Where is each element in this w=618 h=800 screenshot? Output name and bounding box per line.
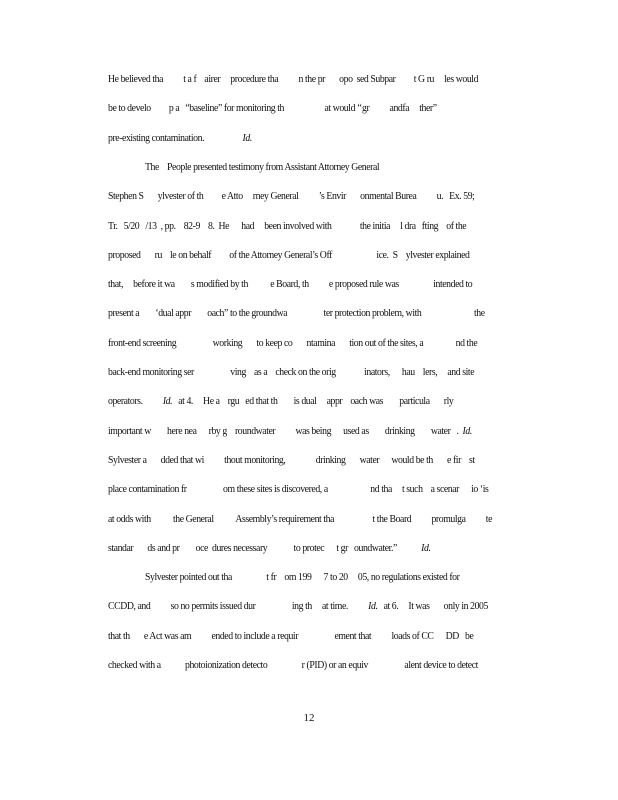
- text-line: [108, 396, 453, 408]
- line-text: at odds with the General Assembly’s requirement tha t the Board promulga te: [108, 513, 492, 525]
- line-text-continued: at 6. It was only in 2005: [377, 601, 488, 613]
- page-number: 12: [303, 712, 315, 724]
- text-line: [145, 572, 459, 584]
- text-line: [108, 426, 472, 438]
- line-text: The People presented testimony from Assistant Attorney General: [145, 161, 380, 173]
- line-text-continued: at 4. He a rgu ed that th is dual appr oach was particula rly: [172, 396, 454, 408]
- text-line: [108, 660, 478, 672]
- line-text: Sylvester a dded that wi thout monitoring, drinking water would be th e fir st: [108, 454, 475, 466]
- text-line: [108, 484, 488, 496]
- line-text: CCDD, and so no permits issued dur ing th at time.: [108, 601, 369, 613]
- line-text: Stephen S ylvester of th e Atto rney General ’s Envir onmental Burea u. Ex. 59;: [108, 191, 475, 203]
- line-text: Sylvester pointed out tha t fr om 199 7 to 20 05, no regulations existed for: [145, 572, 460, 584]
- text-line: [108, 250, 470, 262]
- text-line: [108, 631, 473, 643]
- line-text: that, before it wa s modified by th e Board, th e proposed rule was intended to: [108, 279, 473, 291]
- text-line: [108, 543, 430, 555]
- line-text: checked with a photoionization detecto r (PID) or an equiv alent device to detect: [108, 660, 478, 671]
- text-line: [108, 103, 437, 115]
- line-text: important w here nea rby g roundwater was being used as drinking water .: [108, 425, 463, 437]
- line-text: back-end monitoring ser ving as a check on the orig inators, hau lers, and site: [108, 367, 475, 378]
- text-line: [108, 74, 478, 86]
- citation: Id.: [162, 396, 173, 408]
- text-line: [108, 308, 485, 320]
- line-text: proposed ru le on behalf of the Attorney General’s Off ice. S ylvester explained: [108, 249, 470, 261]
- citation: Id.: [462, 425, 472, 437]
- line-text: He believed tha t a f airer procedure tha n the pr opo sed Subpar t G ru les would: [108, 74, 479, 85]
- text-line: [108, 514, 492, 526]
- text-line: [108, 279, 472, 291]
- line-text: that th e Act was am ended to include a requir ement that loads of CC DD be: [108, 630, 474, 642]
- line-text: Tr. 5/20 /13 , pp. 82-9 8. He had been involved with the initia l dra fting of the: [108, 220, 467, 232]
- citation: Id.: [242, 132, 252, 144]
- line-text: present a ‘dual appr oach” to the groundwa ter protection problem, with the: [108, 308, 485, 320]
- line-text: front-end screening working to keep co ntamina tion out of the sites, a nd the: [108, 337, 478, 349]
- text-line: [108, 455, 475, 467]
- line-text: standar ds and pr oce dures necessary to protec t gr oundwater.”: [108, 542, 422, 554]
- line-text: place contamination fr om these sites is discovered, a nd tha t such a scenar io ‘is: [108, 484, 489, 496]
- text-line: [108, 601, 488, 613]
- text-line: [145, 162, 379, 174]
- line-text: operators.: [108, 396, 163, 408]
- text-line: [108, 367, 474, 379]
- text-line: [108, 133, 252, 145]
- text-line: [108, 221, 466, 233]
- text-line: [108, 338, 477, 350]
- line-text: be to develo p a “baseline” for monitoring th at would ‘‘gr andfa ther”: [108, 103, 437, 115]
- citation: Id.: [368, 601, 378, 613]
- line-text: pre-existing contamination.: [108, 132, 243, 144]
- text-line: [108, 191, 474, 203]
- citation: Id.: [421, 542, 431, 554]
